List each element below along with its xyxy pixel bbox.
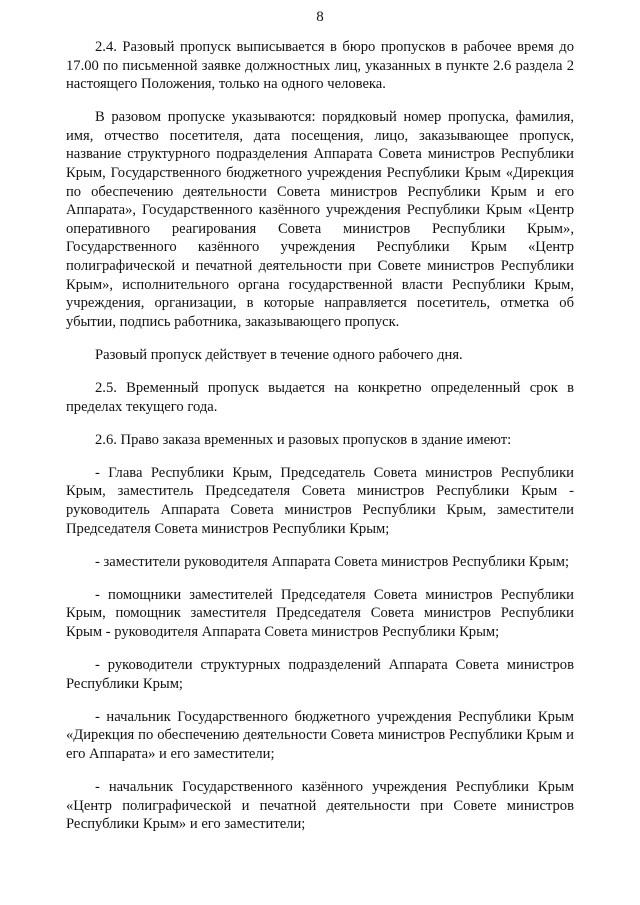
- paragraph-pass-contents: В разовом пропуске указываются: порядковый номер пропуска, фамилия, имя, отчество посетителя, дата посещения, лицо, заказывающее пропуск, название структурного подразделения Аппарата Совета министров Республики Крым, Государственного бюджетного учреждения Республики Крым «Дирекция по обеспечению деятельности Совета министров Республики Крым и его Аппарата», Государственного казённого учреждения Республики Крым «Центр оперативного реагирования Совета министров Республики Крым», Государственного казённого учреждения Республики Крым «Центр полиграфической и печатной деятельности при Совете министров Республики Крым», исполнительного органа государственной власти Республики Крым, учреждения, организации, в которые направляется посетитель, отметка об убытии, подпись работника, заказывающего пропуск.: [66, 109, 574, 330]
- paragraph-2-6: 2.6. Право заказа временных и разовых пропусков в здание имеют:: [95, 431, 512, 448]
- paragraph-pass-validity: Разовый пропуск действует в течение одного рабочего дня.: [95, 346, 463, 363]
- list-item-head-of-republic: - Глава Республики Крым, Председатель Совета министров Республики Крым, заместитель Председателя Совета министров Республики Крым - руководитель Аппарата Совета министров Республики Крым, заместители Председателя Совета министров Республики Крым;: [66, 464, 574, 537]
- paragraph-2-5: 2.5. Временный пропуск выдается на конкретно определенный срок в пределах текущего года.: [66, 380, 574, 415]
- list-item-printing-center-head: - начальник Государственного казённого учреждения Республики Крым «Центр полиграфической и печатной деятельности при Совете министров Республики Крым» и его заместители;: [66, 779, 574, 833]
- list-item-deputy-heads-of-apparatus: - заместители руководителя Аппарата Совета министров Республики Крым;: [95, 553, 570, 570]
- list-item-department-heads: - руководители структурных подразделений Аппарата Совета министров Республики Крым;: [66, 657, 574, 692]
- document-body: [66, 38, 574, 848]
- list-item-directorate-head: - начальник Государственного бюджетного учреждения Республики Крым «Дирекция по обеспечению деятельности Совета министров Республики Крым и его Аппарата» и его заместители;: [66, 708, 574, 762]
- page-number: 8: [316, 9, 324, 25]
- list-item-assistants: - помощники заместителей Председателя Совета министров Республики Крым, помощник заместителя Председателя Совета министров Республики Крым - руководителя Аппарата Совета министров Республики Крым;: [66, 586, 574, 640]
- paragraph-2-4: 2.4. Разовый пропуск выписывается в бюро пропусков в рабочее время до 17.00 по письменной заявке должностных лиц, указанных в пункте 2.6 раздела 2 настоящего Положения, только на одного человека.: [66, 39, 574, 93]
